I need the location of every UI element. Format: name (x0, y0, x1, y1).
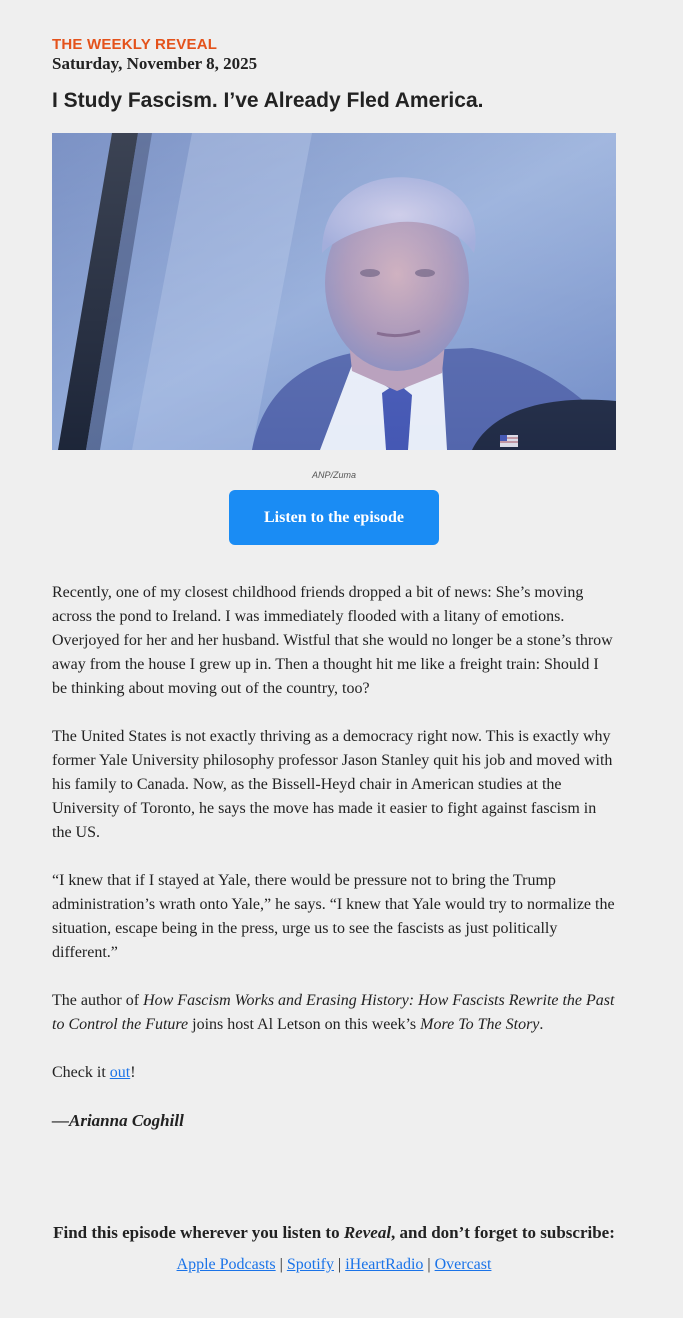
article-paragraph: The United States is not exactly thriving as a democracy right now. This is exactly why former Yale University philosophy professor Jason Stanley quit his job and moved with his family to Canada. Now, as the Bissell-Heyd chair in American studies at the University of Toronto, he says the move has made it easier to fight against fascism in the US. (52, 728, 613, 841)
photo-credit: ANP/Zuma (311, 470, 356, 480)
newsletter-kicker: THE WEEKLY REVEAL (52, 36, 218, 53)
text-fragment: ! (130, 1064, 136, 1081)
article-body (52, 581, 616, 1133)
text-fragment: , and don’t forget to subscribe: (391, 1223, 615, 1242)
podcast-links (52, 1255, 616, 1275)
hero-photo (52, 133, 616, 450)
subscribe-footer (52, 1221, 616, 1275)
cta-row (52, 490, 616, 545)
link-separator: | (333, 1256, 346, 1273)
listen-episode-button[interactable]: Listen to the episode (229, 490, 439, 545)
article-headline: I Study Fascism. I’ve Already Fled America. (52, 89, 484, 112)
article-paragraph (52, 989, 616, 1037)
text-fragment: The author of (52, 992, 144, 1009)
apple-podcasts-link[interactable]: Apple Podcasts (176, 1256, 276, 1273)
iheartradio-link[interactable]: iHeartRadio (345, 1256, 424, 1273)
show-title: More To The Story (420, 1016, 540, 1033)
spotify-link[interactable]: Spotify (286, 1256, 334, 1273)
newsletter-content (52, 36, 616, 1157)
book-titles: How Fascism Works and Erasing History: How Fascists Rewrite the Past to Control the Future (52, 992, 615, 1033)
newsletter-date: Saturday, November 8, 2025 (52, 54, 258, 73)
text-fragment: joins host Al Letson on this week’s (188, 1016, 421, 1033)
link-separator: | (275, 1256, 287, 1273)
author-signature: —Arianna Coghill (52, 1111, 184, 1130)
show-name: Reveal (343, 1223, 392, 1242)
article-paragraph (52, 1061, 616, 1085)
text-fragment: Check it (52, 1064, 110, 1081)
article-paragraph: Recently, one of my closest childhood friends dropped a bit of news: She’s moving across the pond to Ireland. I was immediately flooded with a litany of emotions. Overjoyed for her and her husband. Wistful that she would no longer be a stone’s throw away from the house I grew up in. Then a thought hit me like a freight train: Should I be thinking about moving out of the country, too? (52, 584, 613, 697)
text-fragment: . (539, 1016, 544, 1033)
overcast-link[interactable]: Overcast (434, 1256, 492, 1273)
text-fragment: Find this episode wherever you listen to (53, 1223, 344, 1242)
subscribe-prompt (52, 1221, 616, 1245)
article-paragraph: “I knew that if I stayed at Yale, there would be pressure not to bring the Trump administration’s wrath onto Yale,” he says. “I knew that Yale would try to normalize the situation, escape being in the press, urge us to see the fascists as just politically different.” (52, 872, 615, 961)
check-it-out-link[interactable]: out (109, 1064, 131, 1081)
link-separator: | (423, 1256, 435, 1273)
